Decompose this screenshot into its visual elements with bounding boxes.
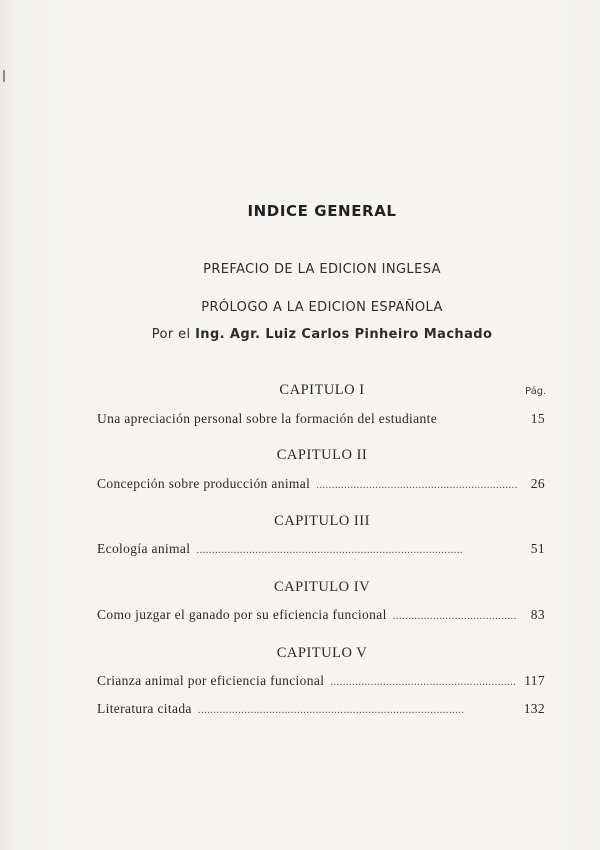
prologue-author-line [0, 327, 600, 342]
toc-entry-title: Crianza animal por eficiencia funcional [97, 673, 325, 688]
toc-entry [97, 411, 545, 427]
dot-leader [196, 544, 517, 556]
chapter-heading: CAPITULO III [274, 513, 370, 529]
toc-entry-page: 132 [523, 701, 545, 716]
chapter-heading: CAPITULO IV [273, 579, 371, 595]
toc-entry [97, 607, 545, 623]
toc-entry [97, 476, 545, 492]
toc-entry-page: 83 [530, 607, 545, 622]
toc-entry-page: 117 [524, 673, 545, 688]
dot-leader [316, 479, 517, 491]
chapter-heading: CAPITULO V [276, 645, 368, 661]
preface-heading: PREFACIO DE LA EDICION INGLESA [203, 262, 441, 277]
toc-entry-page: 51 [530, 541, 545, 556]
dot-leader [393, 610, 517, 622]
page-edge-mark [3, 70, 5, 82]
toc-entry-title: Ecología animal [97, 541, 191, 556]
toc-entry [97, 673, 545, 689]
toc-entry-page: 26 [530, 476, 545, 491]
toc-entry-title: Una apreciación personal sobre la formación del estudiante [97, 411, 438, 426]
dot-leader [330, 676, 517, 688]
toc-entry-title: Como juzgar el ganado por su eficiencia funcional [97, 607, 387, 622]
chapter-heading: CAPITULO I [279, 382, 365, 398]
toc-entry-title: Concepción sobre producción animal [97, 476, 311, 491]
chapter-heading: CAPITULO II [276, 447, 368, 463]
toc-entry [97, 541, 545, 557]
toc-entry-title: Literatura citada [97, 701, 192, 716]
page-title: INDICE GENERAL [247, 202, 397, 220]
author-prefix: Por el [151, 327, 191, 342]
toc-entry-page: 15 [530, 411, 545, 426]
dot-leader [198, 704, 517, 716]
page-column-header: Pág. [525, 386, 547, 397]
toc-entry-bibliography [97, 701, 545, 717]
author-name: Ing. Agr. Luiz Carlos Pinheiro Machado [195, 327, 493, 342]
prologue-heading: PRÓLOGO A LA EDICION ESPAÑOLA [201, 300, 443, 315]
